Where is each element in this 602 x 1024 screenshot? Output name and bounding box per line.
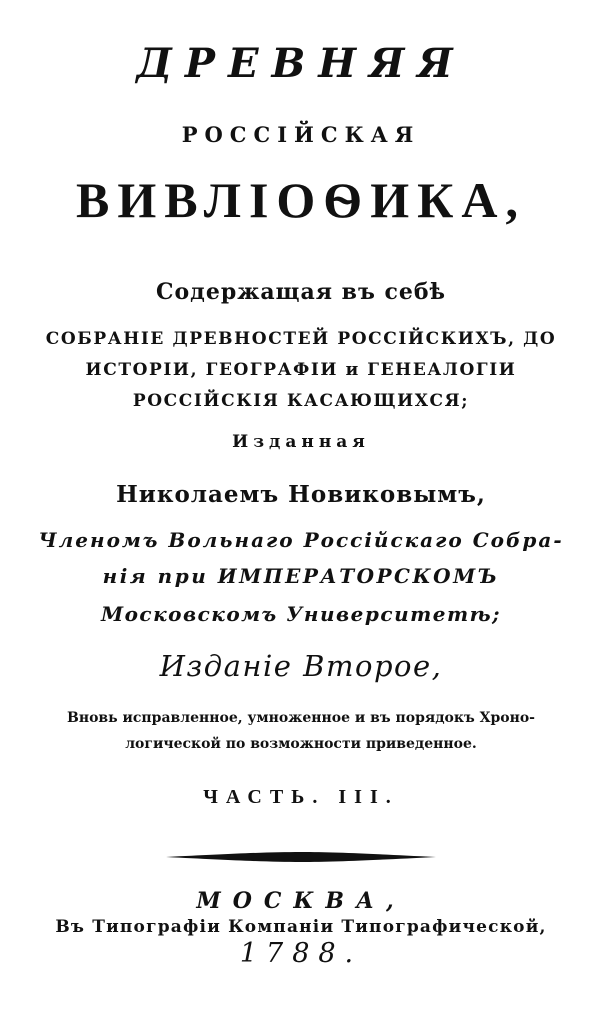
city-moscow: МОСКВА, (196, 888, 406, 914)
description-line-3: РОССІЙСКІЯ КАСАЮЩИХСЯ; (132, 391, 470, 411)
printing-house: Въ Типографіи Компаніи Типографической, (55, 917, 547, 937)
publisher-name: Николаемъ Новиковымъ, (116, 481, 486, 508)
edition-label: Изданіе Второе, (159, 649, 443, 683)
publication-year: 1788. (239, 938, 363, 969)
edition-note-line-1: Вновь исправленное, умноженное и въ порядокъ Хроно- (67, 710, 535, 726)
edition-note-line-2: логической по возможности приведенное. (125, 736, 477, 752)
volume-label: ЧАСТЬ. III. (203, 786, 399, 808)
description-line-1: СОБРАНІЕ ДРЕВНОСТЕЙ РОССІЙСКИХЪ, ДО (45, 329, 557, 349)
publisher-affiliation-line-2: нія при ИМПЕРАТОРСКОМЪ (102, 564, 500, 588)
subtitle-containing: Содержащая въ себѣ (155, 279, 447, 305)
title-line-drevnyaya: ДРЕВНЯЯ (136, 40, 466, 87)
publisher-affiliation-line-1: Членомъ Вольнаго Россійскаго Собра- (38, 528, 564, 552)
publisher-affiliation-line-3: Московскомъ Университетѣ; (100, 602, 502, 626)
description-line-2: ИСТОРІИ, ГЕОГРАФІИ и ГЕНЕАЛОГІИ (85, 360, 517, 380)
published-by-label: Изданная (232, 432, 370, 452)
title-line-vivliofika: ВИВЛІОѲИКА, (76, 172, 526, 228)
ornamental-rule (166, 850, 436, 864)
title-line-rossiyskaya: РОССІЙСКАЯ (181, 122, 421, 147)
